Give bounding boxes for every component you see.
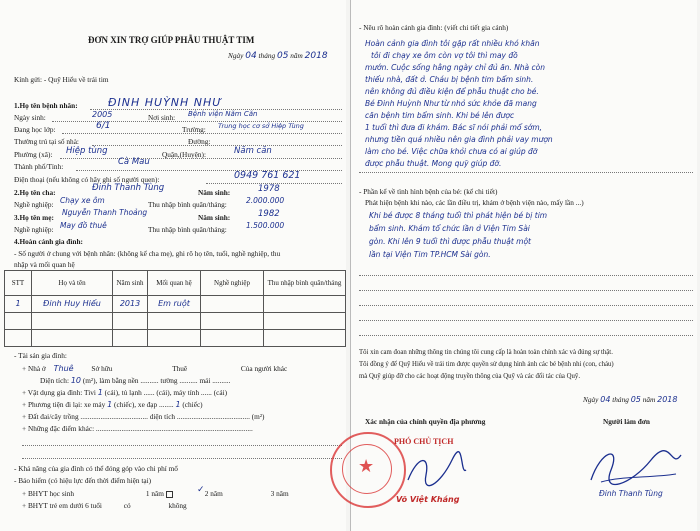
dots (359, 290, 693, 291)
phone-value: 0949 761 621 (234, 170, 301, 181)
table-header-row (5, 271, 346, 296)
cell-stt: 1 (5, 296, 32, 313)
handwritten-line: lần tại Viện Tim TP.HCM Sài gòn. (369, 250, 491, 259)
street-label: Đường: (188, 137, 211, 146)
vehicle-row: + Phương tiện đi lại: xe máy 1 (chiếc), xe đạp ........ 1 (chiếc) (22, 400, 203, 409)
dots (359, 172, 693, 173)
handwritten-line: 1 tuổi thì đưa đi khám. Bác sĩ nói phải mổ sớm, (365, 123, 543, 132)
people-label-2: nhập và mối quan hệ (14, 260, 75, 269)
diagnosis-label: Phát hiện bệnh khi nào, các lần điều trị, khám ở bệnh viện nào, mấy lần ...) (365, 198, 584, 207)
dots (359, 335, 693, 336)
dob-label: Ngày sinh: (14, 113, 46, 122)
check-mark: ✓ (197, 485, 205, 495)
other-assets-row: + Những đặc điểm khác: ...................................................................................... (22, 424, 253, 433)
dots (22, 458, 342, 459)
dob-value: 2005 (92, 110, 113, 119)
cell-job (201, 296, 264, 313)
ability-label: - Khả năng của gia đình có thể đóng góp vào chi phí mổ (14, 464, 178, 473)
birthplace-label: Nơi sinh: (148, 113, 176, 122)
handwritten-line: Khi bé được 8 tháng tuổi thì phát hiện bé bị tim (369, 211, 548, 220)
form-left-page (0, 0, 346, 531)
mother-birthyear: 1982 (258, 209, 280, 219)
handwritten-line: thiếu nhà, đất ở. Cháu bị bệnh tim bẩm sinh. (365, 75, 534, 84)
col-income: Thu nhập bình quân/tháng (264, 271, 346, 296)
district-label: Quận,(Huyện): (162, 150, 206, 159)
form-title: ĐƠN XIN TRỢ GIÚP PHẪU THUẬT TIM (88, 35, 255, 45)
addressee: Kính gửi: - Quỹ Hiểu về trái tim (14, 75, 109, 84)
city-label: Thành phố/Tỉnh: (14, 162, 64, 171)
school-label: Trường: (182, 125, 206, 134)
father-label: 2.Họ tên cha: (14, 188, 56, 197)
handwritten-line: Hoàn cảnh gia đình tôi gặp rất nhiều khó khăn (365, 39, 540, 48)
land-row: + Đất đai/cây trồng ..................................... diện tích ........................................ (m²) (22, 412, 265, 421)
father-name: Đinh Thanh Tùng (92, 183, 165, 193)
insurance-label: - Bảo hiểm (có hiệu lực đến thời điểm hiện tại) (14, 476, 152, 485)
area-row: Diện tích: 10 (m²), làm bằng nền .......... tường .......... mái .......... (40, 376, 231, 385)
patient-label: 1.Họ tên bệnh nhân: (14, 101, 78, 110)
father-birthyear: 1978 (258, 184, 280, 194)
dots (62, 133, 342, 134)
dots (60, 158, 342, 159)
col-stt: STT (5, 271, 32, 296)
circumstance-label: - Nêu rõ hoàn cảnh gia đình: (viết chi tiết gia cảnh) (359, 23, 509, 32)
mother-birthyear-label: Năm sinh: (198, 213, 231, 222)
cell-income (264, 296, 346, 313)
father-job-label: Nghề nghiệp: (14, 200, 54, 209)
table-row (5, 296, 346, 313)
family-section: 4.Hoàn cảnh gia đình: (14, 237, 83, 246)
patient-name: ĐINH HUỲNH NHƯ (108, 96, 223, 109)
local-confirm-label: Xác nhận của chính quyền địa phương (365, 417, 486, 426)
commitment-line-3: mà Quỹ giúp đỡ cho các hoạt động truyền thông của Quỹ và các đối tác của Quỹ. (359, 373, 581, 380)
district-value: Năm căn (234, 146, 272, 156)
ward-value: Hiệp tùng (66, 146, 108, 156)
table-row (5, 330, 346, 347)
city-value: Cà Mau (118, 157, 150, 167)
handwritten-line: căn bệnh tim bẩm sinh. Khi bé lên được (365, 111, 515, 120)
applicant-name: Đinh Thanh Tùng (599, 489, 663, 498)
father-birthyear-label: Năm sinh: (198, 188, 231, 197)
cell-relation: Em ruột (148, 296, 201, 313)
dots (92, 145, 342, 146)
cell-name: Đinh Huy Hiếu (32, 296, 113, 313)
sign-date: Ngày 04 tháng 05 năm 2018 (583, 395, 678, 404)
handwritten-line: nên không đủ điều kiện để phẫu thuật cho bé. (365, 87, 539, 96)
handwritten-line: Bé Đinh Huỳnh Như từ nhỏ sức khỏe đã mang (365, 99, 537, 108)
address-label: Thường trú tại số nhà: (14, 137, 79, 146)
mother-name: Nguyễn Thanh Thoảng (62, 208, 148, 217)
cell-birthyear: 2013 (113, 296, 148, 313)
handwritten-line: bẩm sinh. Khám tổ chức lần ở Viện Tim Sài (369, 224, 530, 233)
dots (22, 445, 342, 446)
phone-label: Điện thoại (nếu không có hãy ghi số người quen): (14, 175, 160, 184)
col-job: Nghề nghiệp (201, 271, 264, 296)
form-date: Ngày 04 tháng 05 năm 2018 (228, 51, 328, 61)
dots (76, 170, 342, 171)
mother-label: 3.Họ tên mẹ: (14, 213, 54, 222)
family-table (4, 270, 346, 347)
father-income-label: Thu nhập bình quân/tháng: (148, 200, 227, 209)
star-icon: ★ (358, 456, 375, 477)
household-items-row: + Vật dụng gia đình: Tivi 1 (cái), tủ lạnh ...... (cái), máy tính ...... (cái) (22, 388, 228, 397)
handwritten-line: nhưng tiền quá nhiều nên gia đình phải vay mượn (365, 135, 553, 144)
birthplace-value: Bệnh viện Năm Căn (188, 110, 258, 118)
col-name: Họ và tên (32, 271, 113, 296)
dots (359, 305, 693, 306)
diagnosis-title: - Phần kể về tình hình bệnh của bé: (kể chi tiết) (359, 187, 498, 196)
father-income: 2.000.000 (246, 196, 285, 205)
handwritten-line: tôi đi chạy xe ôm còn vợ tôi thì may đồ (371, 51, 518, 60)
mother-income: 1.500.000 (246, 221, 285, 230)
class-label: Đang học lớp: (14, 125, 56, 134)
student-insurance-row: + BHYT học sinh 1 năm 2 năm 3 năm (22, 489, 289, 498)
official-title: PHÓ CHỦ TỊCH (394, 437, 454, 446)
commitment-line-1: Tôi xin cam đoan những thông tin chúng tôi cung cấp là hoàn toàn chính xác và đúng sự thật. (359, 349, 613, 356)
commitment-line-2: Tôi đồng ý để Quỹ Hiểu về trái tim được quyền sử dụng hình ảnh các bé bệnh nhi (con, cháu) (359, 361, 614, 368)
assets-title: - Tài sản gia đình: (14, 351, 67, 360)
handwritten-line: gòn. Khi lên 9 tuổi thì được phẫu thuật một (369, 237, 531, 246)
official-signature (400, 450, 470, 490)
dots (359, 275, 693, 276)
house-row: + Nhà ở Thuê Sở hữu Thuê Của người khác (22, 364, 288, 373)
handwritten-line: làm cho bé. Việc chữa khỏi chưa có ai giúp đỡ (365, 147, 538, 156)
school-value: Trung học cơ sở Hiệp Tùng (218, 122, 304, 130)
mother-income-label: Thu nhập bình quân/tháng: (148, 225, 227, 234)
class-value: 6/1 (96, 121, 111, 131)
child-insurance-row: + BHYT trẻ em dưới 6 tuổi có không (22, 501, 187, 510)
col-birthyear: Năm sinh (113, 271, 148, 296)
mother-job-label: Nghề nghiệp: (14, 225, 54, 234)
applicant-signature (581, 440, 691, 495)
father-job: Chạy xe ôm (60, 196, 105, 205)
official-name: Võ Việt Kháng (396, 495, 460, 504)
applicant-label: Người làm đơn (603, 417, 650, 426)
dots (359, 320, 693, 321)
handwritten-line: được phẫu thuật. Mong quỹ giúp đỡ. (365, 159, 502, 168)
checkbox-one-year[interactable] (166, 491, 173, 498)
col-relation: Mối quan hệ (148, 271, 201, 296)
mother-job: May đồ thuê (60, 221, 107, 230)
table-row (5, 313, 346, 330)
handwritten-line: mướn. Cuộc sống hằng ngày chỉ đủ ăn. Nhà còn (365, 63, 545, 72)
ward-label: Phường (xã): (14, 150, 53, 159)
people-label-1: - Số người ở chung với bệnh nhân: (không kể cha mẹ), ghi rõ họ tên, tuổi, nghề nghiệp, thu (14, 249, 281, 258)
